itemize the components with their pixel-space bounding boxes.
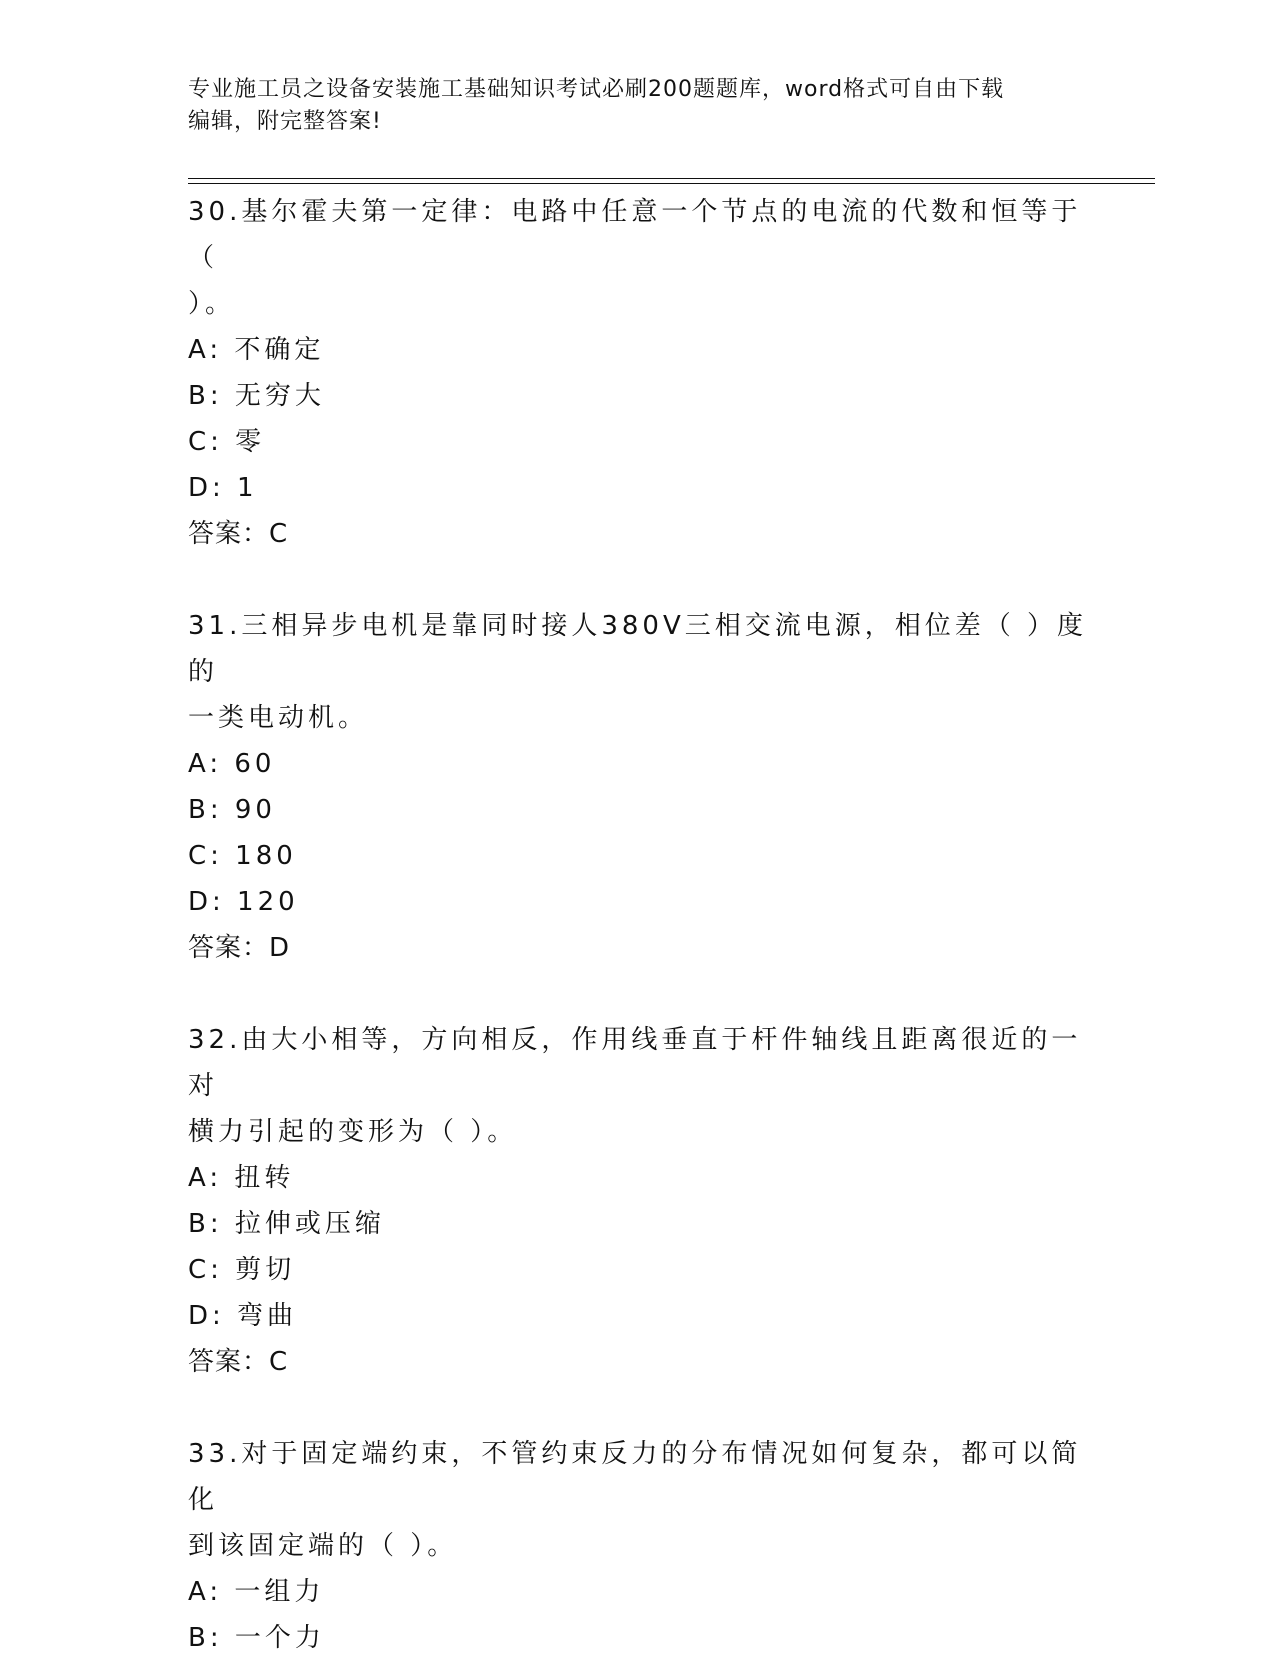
spacer (188, 971, 1088, 1017)
question-33 (188, 1431, 1088, 1661)
question-stem-line: 30.基尔霍夫第一定律：电路中任意一个节点的电流的代数和恒等于（ (188, 197, 1082, 273)
option-b: B: 一个力 (188, 1623, 325, 1653)
question-stem-line: 33.对于固定端约束，不管约束反力的分布情况如何复杂，都可以简化 (188, 1439, 1082, 1515)
option-c: C: 剪切 (188, 1255, 296, 1285)
answer-line: 答案：C (188, 1347, 289, 1377)
option-a: A: 一组力 (188, 1577, 325, 1607)
question-30 (188, 189, 1088, 557)
header-line-1: 专业施工员之设备安装施工基础知识考试必刷200题题库，word格式可自由下载 (188, 77, 1005, 102)
option-d: D: 1 (188, 473, 258, 503)
header-line-2: 编辑，附完整答案! (188, 109, 382, 134)
option-a: A: 扭转 (188, 1163, 295, 1193)
option-c: C: 零 (188, 427, 266, 457)
option-c: C: 180 (188, 841, 297, 871)
option-d: D: 120 (188, 887, 299, 917)
question-stem-line: 32.由大小相等，方向相反，作用线垂直于杆件轴线且距离很近的一对 (188, 1025, 1082, 1101)
header-divider-bottom (188, 183, 1155, 184)
question-stem-line: ）。 (188, 289, 236, 319)
option-b: B: 拉伸或压缩 (188, 1209, 385, 1239)
question-31 (188, 603, 1088, 971)
question-stem-line: 一类电动机。 (188, 703, 369, 733)
question-list (188, 189, 1088, 1661)
question-32 (188, 1017, 1088, 1385)
spacer (188, 1385, 1088, 1431)
question-stem-line: 横力引起的变形为（ ）。 (188, 1117, 518, 1147)
question-stem-line: 31.三相异步电机是靠同时接人380V三相交流电源，相位差（ ）度的 (188, 611, 1088, 687)
option-a: A: 60 (188, 749, 276, 779)
option-b: B: 无穷大 (188, 381, 325, 411)
document-header (188, 74, 1068, 138)
question-stem-line: 到该固定端的（ ）。 (188, 1531, 458, 1561)
answer-line: 答案：D (188, 933, 291, 963)
option-d: D: 弯曲 (188, 1301, 298, 1331)
option-b: B: 90 (188, 795, 276, 825)
spacer (188, 557, 1088, 603)
answer-line: 答案：C (188, 519, 289, 549)
option-a: A: 不确定 (188, 335, 325, 365)
header-divider-top (188, 178, 1155, 179)
